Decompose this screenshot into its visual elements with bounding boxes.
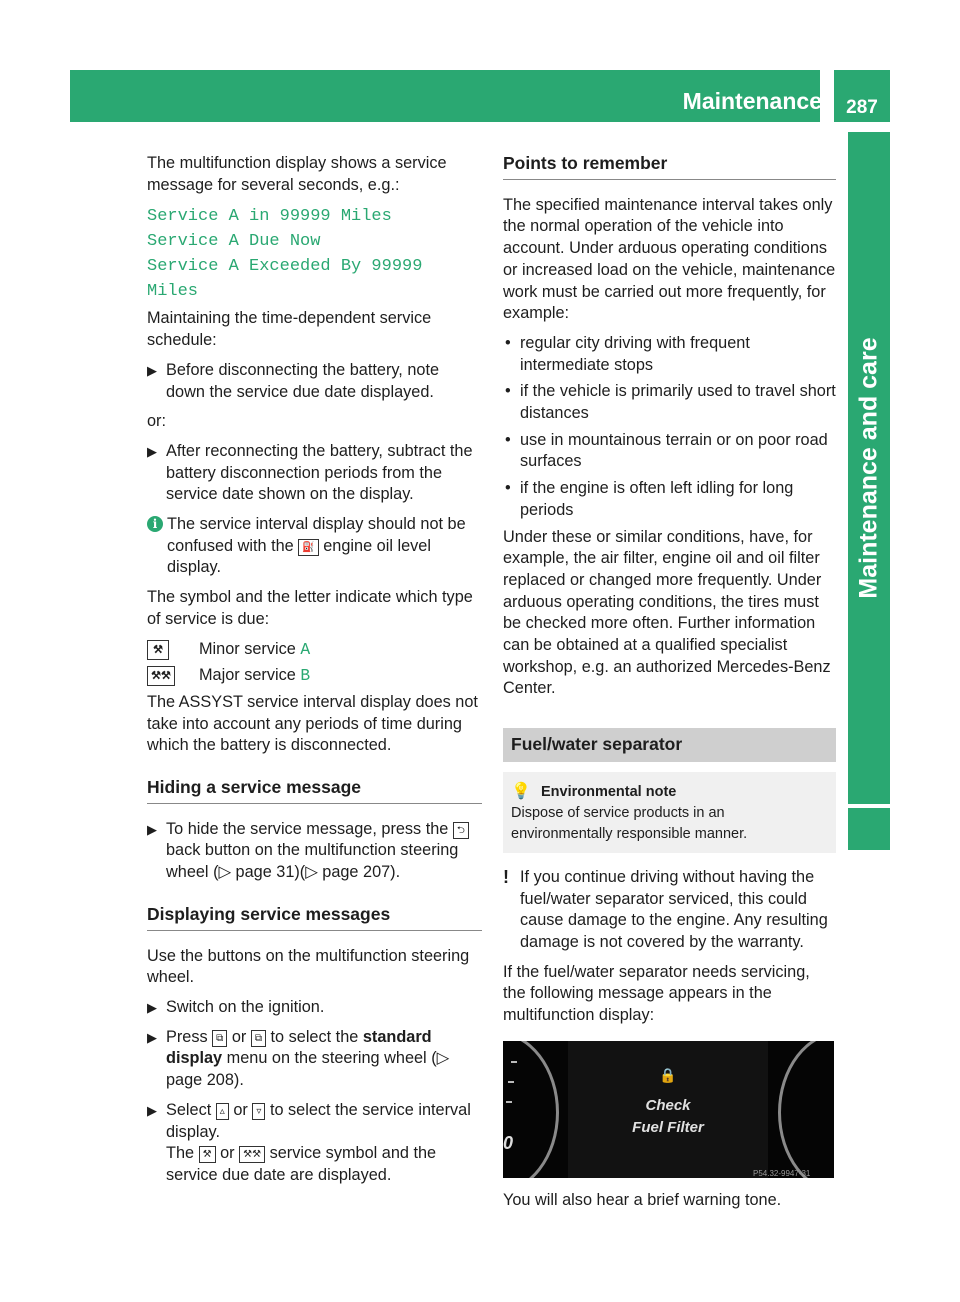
gauge-tick — [506, 1101, 512, 1103]
bullet-icon: • — [505, 479, 511, 498]
gauge-zero: 0 — [503, 1132, 514, 1153]
servicing-text: If the fuel/water separator needs servicing, the following message appears in the multifunction display: — [503, 962, 810, 1025]
photo-caption: P54.32-9947-31 — [753, 1168, 811, 1178]
schedule-intro: Maintaining the time-dependent service schedule: — [147, 309, 432, 350]
step-arrow-icon: ▶ — [147, 362, 157, 378]
intro-text: The multifunction display shows a service message for several seconds, e.g.: — [147, 154, 447, 194]
info-text-after: engine oil level display. — [167, 536, 431, 577]
gauge-tick — [508, 1081, 514, 1083]
step-arrow-icon: ▶ — [147, 1102, 157, 1118]
wrench-icon: ⚒ — [199, 1146, 216, 1163]
step-after-reconnect — [147, 441, 482, 506]
list-item — [503, 430, 836, 473]
standard-display-text: standard display — [166, 1027, 432, 1068]
major-service-row — [147, 665, 482, 687]
select-step — [147, 1100, 482, 1187]
press-word: Press — [166, 1027, 208, 1046]
page-number: 287 — [834, 70, 890, 122]
menu-rest-text: menu on the steering wheel (▷ page 208). — [166, 1049, 450, 1090]
hiding-heading: Hiding a service message — [147, 777, 482, 804]
list-item — [503, 381, 836, 424]
environmental-heading — [511, 782, 828, 803]
step-text: Before disconnecting the battery, note down the service due date displayed. — [166, 360, 440, 401]
to-select-text: to select the — [270, 1027, 359, 1046]
list-item — [503, 333, 836, 376]
bullet-icon: • — [505, 333, 511, 352]
environmental-text: Dispose of service products in an environmentally responsible manner. — [511, 804, 748, 842]
the-word: The — [166, 1144, 195, 1163]
warning-text: If you continue driving without having the fuel/water separator serviced, this could cause damage to the engine. Any resulting damage is not covered by the warranty. — [520, 867, 828, 951]
back-button-icon: ⮌ — [453, 822, 469, 839]
display-message-1: Service A in 99999 Miles — [147, 207, 392, 227]
hide-step-after: back button on the multifunction steering wheel (▷ page 31)(▷ page 207). — [166, 841, 459, 882]
minor-service-row — [147, 639, 482, 661]
list-item-text: if the engine is often left idling for long periods — [520, 479, 794, 519]
wrench-icon: ⚒ — [147, 640, 169, 660]
right-gauge — [778, 1041, 834, 1178]
environmental-note — [503, 772, 836, 853]
major-service-label: Major service — [199, 666, 296, 685]
instrument-cluster-photo — [503, 1041, 834, 1178]
gauge-tick — [511, 1061, 517, 1063]
display-message-3: Service A Exceeded By 99999 Miles — [147, 257, 423, 302]
hide-step — [147, 819, 482, 884]
display-message-2: Service A Due Now — [147, 232, 321, 252]
display-line-fuel-filter: Fuel Filter — [632, 1118, 704, 1136]
double-wrench-icon: ⚒⚒ — [147, 666, 175, 686]
warning-note — [503, 867, 836, 954]
symbol-intro: The symbol and the letter indicate which type of service is due: — [147, 588, 473, 628]
list-item-text: if the vehicle is primarily used to travel short distances — [520, 382, 836, 423]
conditions-note: Under these or similar conditions, have, for example, the air filter, engine oil and oil filter replaced or changed more frequently. Under arduous operating conditions, the tires must be checked more often. Further information can be obtained at a qualified specialist workshop, e.g. an authorized Mercedes-Benz Center. — [503, 527, 831, 698]
points-heading: Points to remember — [503, 153, 836, 180]
list-item-text: regular city driving with frequent intermediate stops — [520, 333, 750, 374]
warning-tone-text: You will also hear a brief warning tone. — [503, 1190, 782, 1209]
press-step — [147, 1027, 482, 1092]
fuel-separator-heading: Fuel/water separator — [503, 728, 836, 762]
select-rest-text: to select the service interval display. — [166, 1100, 471, 1141]
warning-icon: ! — [503, 866, 509, 887]
lightbulb-icon: 💡 — [511, 782, 531, 800]
info-note — [147, 514, 482, 579]
hide-step-before: To hide the service message, press the — [166, 819, 449, 838]
up-arrow-icon: ▵ — [216, 1103, 229, 1120]
or-word: or — [233, 1100, 248, 1119]
step-text: After reconnecting the battery, subtract the battery disconnection periods from the service date shown on the display. — [166, 441, 473, 504]
step-arrow-icon: ▶ — [147, 443, 157, 459]
list-item-text: use in mountainous terrain or on poor road surfaces — [520, 430, 828, 471]
step-before-disconnect — [147, 360, 482, 403]
or-word: or — [231, 1027, 247, 1046]
assyst-note: The ASSYST service interval display does not take into account any periods of time during which the battery is disconnected. — [147, 692, 478, 755]
menu-forward-icon: ⧉ — [251, 1030, 266, 1047]
info-text-before: The service interval display should not be confused with the — [167, 515, 466, 555]
step-arrow-icon: ▶ — [147, 821, 157, 837]
fuel-filter-icon: 🔒 — [659, 1066, 677, 1083]
environmental-heading-text: Environmental note — [541, 783, 677, 800]
symbol-rest-text: service symbol and the service due date are displayed. — [166, 1144, 437, 1184]
step-arrow-icon: ▶ — [147, 999, 157, 1015]
display-line-check: Check — [645, 1096, 691, 1114]
bullet-icon: • — [505, 382, 511, 401]
select-word: Select — [166, 1100, 212, 1119]
major-service-letter: B — [300, 666, 311, 686]
double-wrench-icon: ⚒⚒ — [239, 1146, 265, 1163]
right-column — [503, 153, 836, 1220]
oil-level-icon: ⛽ — [298, 539, 318, 556]
points-intro: The specified maintenance interval takes only the normal operation of the vehicle into account. Under arduous operating conditions or increased load on the vehicle, maintenance work must be carried out more frequently, for example: — [503, 195, 836, 323]
left-column — [147, 153, 482, 1195]
menu-back-icon: ⧉ — [212, 1030, 227, 1047]
minor-service-letter: A — [300, 639, 311, 659]
bullet-icon: • — [505, 430, 511, 449]
info-icon: i — [147, 516, 163, 532]
step-text: Switch on the ignition. — [166, 997, 325, 1016]
or-word: or — [220, 1144, 235, 1163]
displaying-intro: Use the buttons on the multifunction steering wheel. — [147, 946, 470, 987]
minor-service-label: Minor service — [199, 639, 296, 658]
side-tab-marker — [848, 808, 890, 850]
or-text: or: — [147, 412, 167, 431]
side-tab-label: Maintenance and care — [854, 337, 883, 599]
down-arrow-icon: ▿ — [252, 1103, 265, 1120]
step-arrow-icon: ▶ — [147, 1029, 157, 1045]
displaying-heading: Displaying service messages — [147, 904, 482, 931]
page-title: Maintenance — [682, 88, 822, 114]
ignition-step — [147, 997, 482, 1019]
list-item — [503, 478, 836, 521]
